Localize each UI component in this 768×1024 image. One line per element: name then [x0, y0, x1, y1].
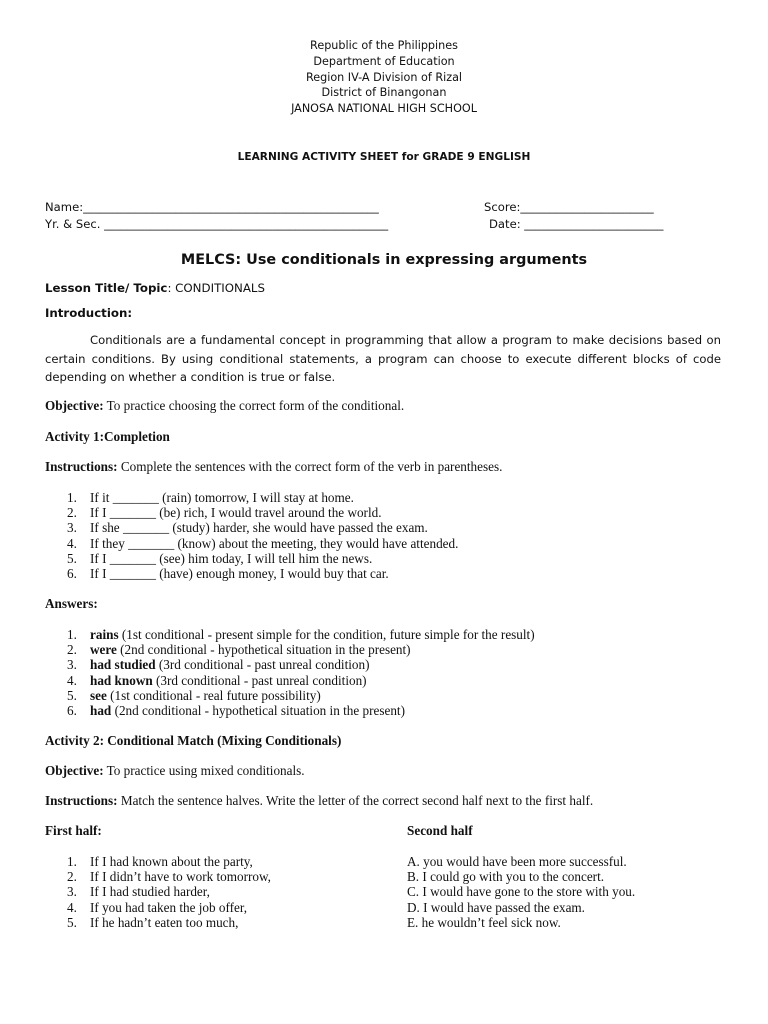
score-field: Score:_______________________: [484, 200, 654, 214]
melcs-heading: MELCS: Use conditionals in expressing arguments: [180, 252, 588, 268]
header-district: District of Binangonan: [321, 86, 447, 100]
item-text: If I had known about the party,: [90, 854, 253, 869]
list-item: [45, 520, 458, 535]
item-text: If I _______ (see) him today, I will tell him the news.: [90, 550, 373, 566]
activity-2-instructions: [45, 793, 593, 809]
sheet-title: LEARNING ACTIVITY SHEET for GRADE 9 ENGLISH: [237, 151, 531, 163]
item-number: 3.: [67, 520, 77, 536]
item-number: 3.: [67, 884, 77, 900]
item-number: 4.: [67, 672, 77, 688]
lesson-title: [45, 281, 265, 295]
answer-word: had known: [90, 672, 153, 688]
header-republic: Republic of the Philippines: [310, 39, 458, 52]
answer-word: had: [90, 703, 112, 719]
list-item: [45, 900, 271, 915]
answers-list: [45, 627, 535, 718]
item-text: If I didn’t have to work tomorrow,: [90, 869, 271, 885]
item-number: 4.: [67, 899, 77, 915]
header-department: Department of Education: [313, 54, 455, 68]
answer-note: (2nd conditional - hypothetical situation in the present): [116, 642, 411, 658]
document-header: [0, 38, 768, 117]
introduction-heading: Introduction:: [45, 306, 133, 320]
activity-2-title: Activity 2: Conditional Match (Mixing Conditionals): [45, 733, 342, 748]
header-school: JANOSA NATIONAL HIGH SCHOOL: [291, 102, 477, 116]
second-half-option: B. I could go with you to the concert.: [407, 869, 605, 885]
first-half-label: First half:: [45, 823, 102, 838]
second-half-option: A. you would have been more successful.: [407, 854, 627, 869]
list-item: [45, 915, 271, 930]
item-text: If he hadn’t eaten too much,: [90, 914, 239, 930]
item-text: If she _______ (study) harder, she would have passed the exam.: [90, 520, 428, 536]
item-text: If it _______ (rain) tomorrow, I will stay at home.: [90, 490, 354, 505]
header-region: Region IV-A Division of Rizal: [305, 70, 463, 84]
answer-note: (3rd conditional - past unreal condition): [152, 672, 367, 688]
list-item: [45, 884, 271, 899]
item-text: If I _______ (be) rich, I would travel around the world.: [90, 505, 382, 521]
item-number: 4.: [67, 535, 77, 551]
activity-1-instructions: [45, 459, 502, 475]
item-number: 1.: [67, 854, 77, 869]
activity-2-instructions-label: Instructions:: [45, 793, 118, 808]
date-field: Date: ________________________: [489, 217, 664, 231]
second-half-list: [407, 854, 635, 930]
item-number: 6.: [67, 566, 77, 582]
name-field: Name:___________________________________________________: [45, 200, 379, 214]
activity-2-instructions-text: Match the sentence halves. Write the letter of the correct second half next to the first half.: [117, 793, 594, 808]
objective-1-text: To practice choosing the correct form of the conditional.: [103, 398, 405, 413]
second-half-label: Second half: [407, 823, 473, 838]
item-number: 2.: [67, 505, 77, 521]
list-item: [45, 854, 271, 869]
item-number: 3.: [67, 657, 77, 673]
item-number: 6.: [67, 703, 77, 719]
objective-1-label: Objective:: [45, 398, 104, 413]
answer-note: (1st conditional - real future possibility): [106, 687, 321, 703]
answer-word: rains: [90, 627, 119, 642]
item-number: 5.: [67, 550, 77, 566]
yr-sec-field: Yr. & Sec. _________________________________________________: [45, 217, 389, 231]
item-text: If you had taken the job offer,: [90, 899, 248, 915]
list-item: [45, 627, 535, 642]
answer-word: had studied: [90, 657, 156, 673]
lesson-title-label: Lesson Title/ Topic: [45, 281, 168, 295]
activity-2-objective: [45, 763, 305, 779]
lesson-title-value: : CONDITIONALS: [167, 281, 265, 295]
objective-1: [45, 398, 404, 414]
answer-word: see: [90, 687, 107, 703]
list-item: [45, 642, 535, 657]
list-item: [45, 566, 458, 581]
activity-2-objective-label: Objective:: [45, 763, 104, 778]
second-half-option: C. I would have gone to the store with you.: [407, 884, 636, 900]
answer-note: (1st conditional - present simple for the condition, future simple for the result): [118, 627, 535, 642]
answer-note: (3rd conditional - past unreal condition): [155, 657, 370, 673]
first-half-list: [45, 854, 271, 930]
item-number: 5.: [67, 914, 77, 930]
item-number: 1.: [67, 627, 77, 642]
activity-1-instructions-label: Instructions:: [45, 459, 118, 474]
activity-1-list: [45, 490, 458, 581]
second-half-option: D. I would have passed the exam.: [407, 899, 585, 915]
list-item: [45, 490, 458, 505]
item-number: 5.: [67, 687, 77, 703]
answers-title: Answers:: [45, 596, 98, 611]
list-item: [45, 688, 535, 703]
item-text: If I had studied harder,: [90, 884, 210, 900]
item-text: If they _______ (know) about the meeting, they would have attended.: [90, 535, 459, 551]
activity-1-title: Activity 1:Completion: [45, 429, 170, 444]
second-half-option: E. he wouldn’t feel sick now.: [407, 914, 561, 930]
answer-word: were: [90, 642, 117, 658]
activity-2-objective-text: To practice using mixed conditionals.: [103, 763, 305, 778]
activity-1-instructions-text: Complete the sentences with the correct form of the verb in parentheses.: [117, 459, 503, 474]
item-number: 1.: [67, 490, 77, 505]
item-number: 2.: [67, 869, 77, 885]
list-item: [45, 657, 535, 672]
list-item: [45, 869, 271, 884]
list-item: [45, 551, 458, 566]
introduction-paragraph: Conditionals are a fundamental concept in programming that allow a program to make decisions based on certain conditions. By using conditional statements, a program can choose to execute different blocks of code depending on whether a condition is true or false.: [45, 333, 721, 385]
list-item: [45, 536, 458, 551]
item-text: If I _______ (have) enough money, I would buy that car.: [90, 566, 389, 582]
list-item: [45, 703, 535, 718]
item-number: 2.: [67, 642, 77, 658]
answer-note: (2nd conditional - hypothetical situation in the present): [111, 703, 405, 719]
list-item: [45, 673, 535, 688]
list-item: [45, 505, 458, 520]
